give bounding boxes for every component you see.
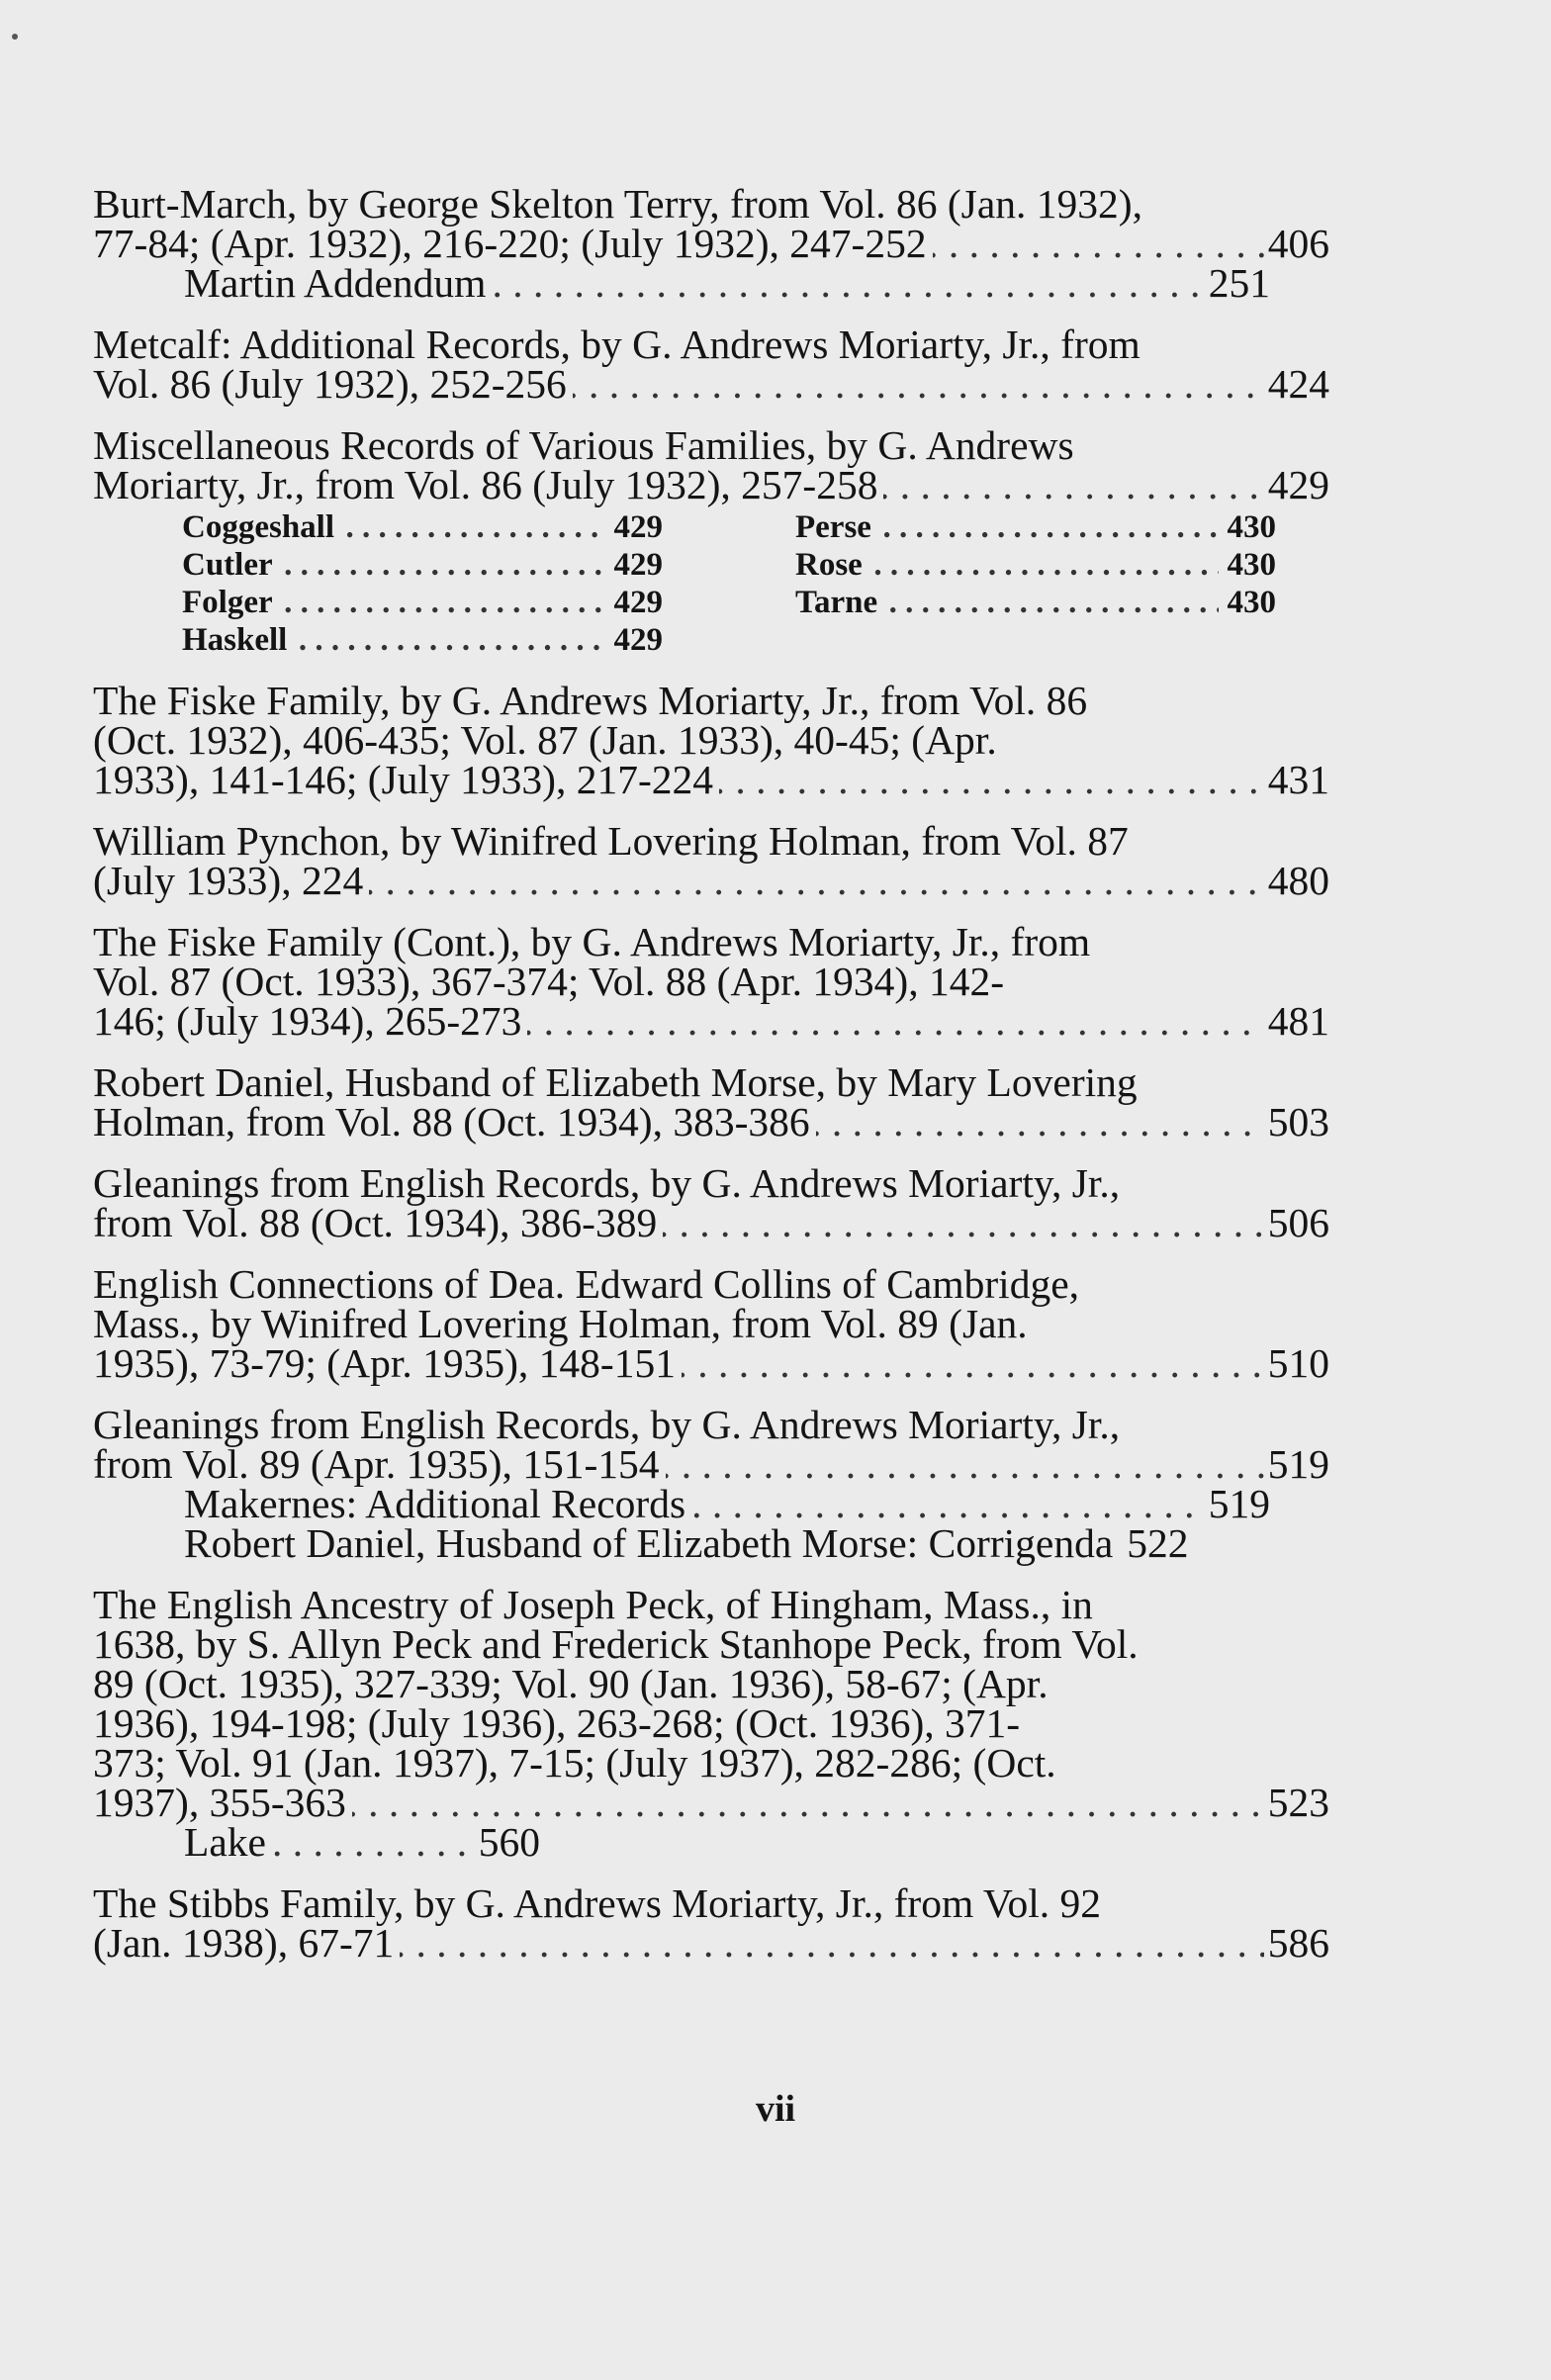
- entry-text: 77-84; (Apr. 1932), 216-220; (July 1932), 247-252: [93, 221, 927, 266]
- toc-entry-line: [93, 919, 1329, 964]
- toc-entry-line: [93, 1200, 1329, 1245]
- toc-entry-line: [93, 1582, 1329, 1627]
- entry-text: The Stibbs Family, by G. Andrews Moriarty, Jr., from Vol. 92: [93, 1880, 1102, 1926]
- entry-text: Vol. 86 (July 1932), 252-256: [93, 361, 567, 407]
- entry-text: Metcalf: Additional Records, by G. Andrews Moriarty, Jr., from: [93, 321, 1140, 367]
- leader-dots: [933, 224, 1264, 263]
- family-list: [138, 508, 1329, 659]
- leader-dots: [691, 1484, 1203, 1523]
- family-item: [795, 584, 1276, 621]
- leader-dots: [883, 465, 1264, 504]
- sub-entry-text: Makernes: Additional Records: [184, 1481, 686, 1526]
- leader-dots: [281, 584, 605, 621]
- leader-dots: [352, 1783, 1264, 1822]
- entry-page: 406: [1267, 221, 1329, 266]
- entry-text: Gleanings from English Records, by G. Andrews Moriarty, Jr.,: [93, 1402, 1121, 1447]
- sub-entry-page: 519: [1208, 1481, 1270, 1526]
- family-name: Folger: [182, 585, 273, 620]
- entry-text: Mass., by Winifred Lovering Holman, from Vol. 89 (Jan.: [93, 1301, 1028, 1346]
- sub-entry-line: [184, 1819, 540, 1865]
- leader-dots: [492, 263, 1202, 303]
- toc-entry: [93, 422, 1329, 659]
- toc-entry: [93, 1160, 1329, 1245]
- entry-text: (Jan. 1938), 67-71: [93, 1920, 395, 1966]
- entry-text: William Pynchon, by Winifred Lovering Holman, from Vol. 87: [93, 818, 1129, 864]
- toc-entry: [93, 818, 1329, 903]
- entry-text: Gleanings from English Records, by G. Andrews Moriarty, Jr.,: [93, 1160, 1121, 1206]
- family-page: 429: [613, 622, 663, 658]
- entry-page: 480: [1267, 858, 1329, 903]
- toc-entry: [93, 1261, 1329, 1386]
- toc-entry-line: [93, 818, 1329, 864]
- family-item: [182, 508, 663, 546]
- sub-entry-text: Robert Daniel, Husband of Elizabeth Morse: Corrigenda: [184, 1520, 1114, 1566]
- family-name: Tarne: [795, 585, 878, 620]
- entry-page: 431: [1267, 757, 1329, 802]
- entry-text: Holman, from Vol. 88 (Oct. 1934), 383-386: [93, 1099, 810, 1144]
- toc-entry: [93, 1059, 1329, 1144]
- sub-entry: [138, 1481, 1329, 1526]
- entry-text: 1935), 73-79; (Apr. 1935), 148-151: [93, 1340, 677, 1386]
- sub-entry-text: Martin Addendum: [184, 260, 487, 306]
- entry-text: (July 1933), 224: [93, 858, 364, 903]
- sub-entry: [138, 1819, 1329, 1865]
- toc-entry-line: [93, 1099, 1329, 1144]
- leader-dots: [816, 1102, 1264, 1142]
- sub-entry-line: [184, 260, 1270, 306]
- leader-dots: [666, 1444, 1264, 1484]
- sub-entry-page: 522: [1127, 1520, 1189, 1566]
- toc-entry-line: [93, 1700, 1329, 1746]
- toc-entry-line: [93, 959, 1329, 1004]
- entry-page: 481: [1267, 998, 1329, 1044]
- leader-dots: [342, 508, 605, 546]
- sub-entry-page: 251: [1208, 260, 1270, 306]
- toc-entry-line: [93, 462, 1329, 507]
- family-name: Rose: [795, 547, 863, 583]
- sub-entry-text: Lake: [184, 1819, 266, 1865]
- toc-entry-line: [93, 1621, 1329, 1667]
- toc-entry-line: [93, 181, 1329, 227]
- family-page: 429: [613, 547, 663, 583]
- leader-dots: [879, 508, 1219, 546]
- leader-dots: [663, 1203, 1264, 1242]
- leader-dots: [369, 861, 1264, 900]
- toc-entry-line: [93, 717, 1329, 763]
- leader-dots: [885, 584, 1219, 621]
- family-page: 429: [613, 509, 663, 545]
- leader-dots: [573, 364, 1264, 404]
- toc-entry-line: [93, 1441, 1329, 1487]
- entry-text: 146; (July 1934), 265-273: [93, 998, 522, 1044]
- toc-entry-line: [93, 1880, 1329, 1926]
- toc-entry-line: [93, 321, 1329, 367]
- toc-entry-line: [93, 1340, 1329, 1386]
- family-page: 429: [613, 585, 663, 620]
- toc-entry: [93, 1880, 1329, 1966]
- entry-text: The English Ancestry of Joseph Peck, of Hingham, Mass., in: [93, 1582, 1093, 1627]
- toc-entry-line: [93, 1661, 1329, 1706]
- toc-entry-line: [93, 1920, 1329, 1966]
- toc-entry: [93, 1402, 1329, 1566]
- entry-page: 523: [1267, 1780, 1329, 1825]
- family-name: Coggeshall: [182, 509, 335, 545]
- leader-dots: [719, 760, 1264, 799]
- sub-entry-line: [184, 1520, 1270, 1566]
- entry-text: 1936), 194-198; (July 1936), 263-268; (Oct. 1936), 371-: [93, 1700, 1021, 1746]
- scan-speck: [12, 34, 18, 40]
- family-name: Cutler: [182, 547, 273, 583]
- family-page: 430: [1227, 509, 1276, 545]
- leader-dots: [281, 546, 605, 584]
- toc-entry-line: [93, 757, 1329, 802]
- toc-entry-line: [93, 1301, 1329, 1346]
- entry-text: English Connections of Dea. Edward Collins of Cambridge,: [93, 1261, 1079, 1307]
- entry-text: 89 (Oct. 1935), 327-339; Vol. 90 (Jan. 1936), 58-67; (Apr.: [93, 1661, 1049, 1706]
- toc-entry: [93, 919, 1329, 1044]
- toc-entry-line: [93, 998, 1329, 1044]
- leader-dots: [272, 1822, 473, 1862]
- toc-entry: [93, 678, 1329, 802]
- entry-text: Vol. 87 (Oct. 1933), 367-374; Vol. 88 (Apr. 1934), 142-: [93, 959, 1005, 1004]
- family-page: 430: [1227, 585, 1276, 620]
- entry-text: Miscellaneous Records of Various Families, by G. Andrews: [93, 422, 1074, 468]
- toc-entry-line: [93, 1261, 1329, 1307]
- family-item: [795, 546, 1276, 584]
- entry-text: Burt-March, by George Skelton Terry, from Vol. 86 (Jan. 1932),: [93, 181, 1142, 227]
- family-item: [182, 621, 663, 659]
- sub-entry-line: [184, 1481, 1270, 1526]
- leader-dots: [870, 546, 1219, 584]
- toc-entry-line: [93, 422, 1329, 468]
- entry-text: The Fiske Family, by G. Andrews Moriarty, Jr., from Vol. 86: [93, 678, 1088, 723]
- family-item: [795, 508, 1276, 546]
- entry-page: 429: [1267, 462, 1329, 507]
- family-item: [182, 546, 663, 584]
- entry-text: Robert Daniel, Husband of Elizabeth Morse, by Mary Lovering: [93, 1059, 1138, 1105]
- sub-entry: [138, 260, 1329, 306]
- sub-entry: [138, 1520, 1329, 1566]
- leader-dots: [527, 1001, 1264, 1041]
- toc-entry-line: [93, 1780, 1329, 1825]
- entry-page: 586: [1267, 1920, 1329, 1966]
- sub-entry-page: 560: [478, 1819, 540, 1865]
- toc-entry-line: [93, 1402, 1329, 1447]
- toc-entry-line: [93, 858, 1329, 903]
- entry-text: The Fiske Family (Cont.), by G. Andrews Moriarty, Jr., from: [93, 919, 1091, 964]
- toc-entry-line: [93, 221, 1329, 266]
- entry-page: 424: [1267, 361, 1329, 407]
- entry-text: 1933), 141-146; (July 1933), 217-224: [93, 757, 714, 802]
- toc-entry: [93, 181, 1329, 306]
- toc-entry-line: [93, 1740, 1329, 1785]
- toc-entry: [93, 321, 1329, 407]
- entry-text: 373; Vol. 91 (Jan. 1937), 7-15; (July 1937), 282-286; (Oct.: [93, 1740, 1056, 1785]
- entry-page: 506: [1267, 1200, 1329, 1245]
- contents-list: [93, 181, 1329, 1984]
- entry-page: 519: [1267, 1441, 1329, 1487]
- leader-dots: [400, 1923, 1264, 1963]
- entry-page: 503: [1267, 1099, 1329, 1144]
- family-item: [182, 584, 663, 621]
- entry-text: 1937), 355-363: [93, 1780, 346, 1825]
- entry-page: 510: [1267, 1340, 1329, 1386]
- page-number: vii: [755, 2088, 796, 2130]
- leader-dots: [295, 621, 605, 659]
- family-name: Haskell: [182, 622, 288, 658]
- family-page: 430: [1227, 547, 1276, 583]
- leader-dots: [682, 1343, 1264, 1383]
- entry-text: 1638, by S. Allyn Peck and Frederick Stanhope Peck, from Vol.: [93, 1621, 1139, 1667]
- toc-entry: [93, 1582, 1329, 1865]
- toc-entry-line: [93, 361, 1329, 407]
- family-name: Perse: [795, 509, 871, 545]
- toc-entry-line: [93, 1059, 1329, 1105]
- toc-entry-line: [93, 1160, 1329, 1206]
- entry-text: from Vol. 89 (Apr. 1935), 151-154: [93, 1441, 660, 1487]
- entry-text: from Vol. 88 (Oct. 1934), 386-389: [93, 1200, 658, 1245]
- entry-text: (Oct. 1932), 406-435; Vol. 87 (Jan. 1933), 40-45; (Apr.: [93, 717, 997, 763]
- toc-entry-line: [93, 678, 1329, 723]
- entry-text: Moriarty, Jr., from Vol. 86 (July 1932), 257-258: [93, 462, 878, 507]
